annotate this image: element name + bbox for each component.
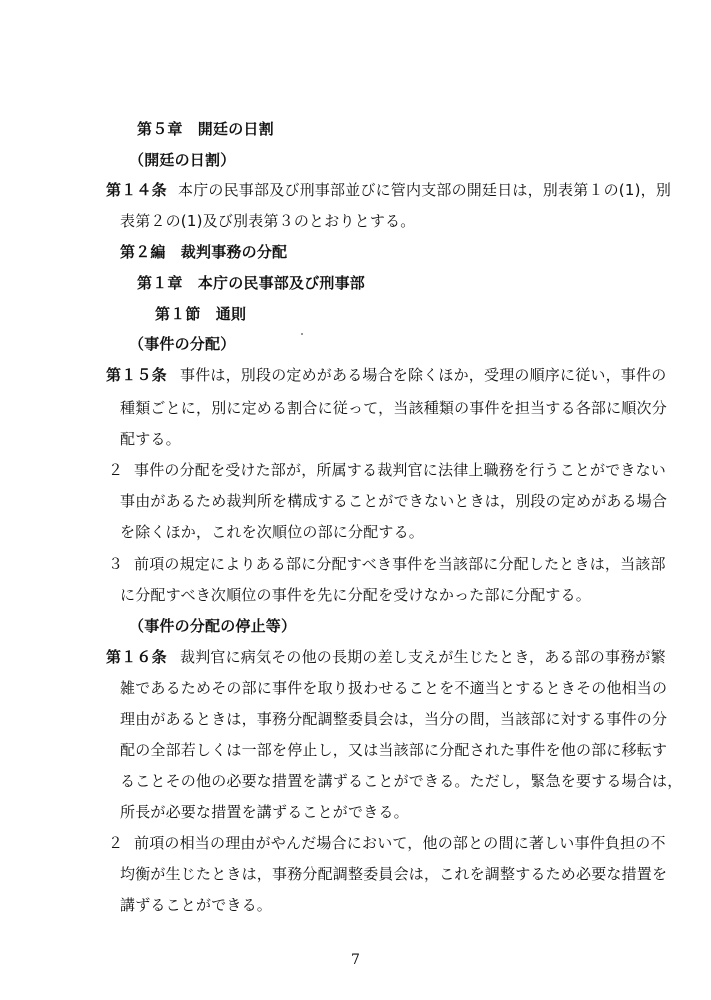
article-text-line: を除くほか，これを次順位の部に分配する。	[120, 523, 425, 541]
article-caption: （開廷の日割）	[129, 151, 236, 169]
article-label: 第１５条	[106, 366, 167, 384]
article-text-line: ることその他の必要な措置を講ずることができる。ただし，緊急を要する場合は，	[120, 772, 683, 790]
article-text-line: 前項の相当の理由がやんだ場合において，他の部との間に著しい事件負担の不	[134, 834, 666, 852]
article-text-line: 配する。	[120, 430, 181, 448]
article-text-line: 事由があるため裁判所を構成することができないときは，別段の定めがある場合	[120, 492, 668, 510]
paragraph-number: ３	[108, 555, 124, 573]
article-text-line: 種類ごとに，別に定める割合に従って，当該種類の事件を担当する各部に順次分	[120, 399, 667, 417]
article-text-line: 理由があるときは，事務分配調整委員会は，当分の間，当該部に対する事件の分	[120, 710, 668, 728]
scan-speck	[301, 333, 303, 335]
article-caption: （事件の分配の停止等）	[129, 617, 297, 635]
article-label: 第１４条	[106, 181, 167, 199]
page-number: 7	[351, 952, 360, 968]
article-text-line: 裁判官に病気その他の長期の差し支えが生じたとき，ある部の事務が繁	[180, 648, 666, 666]
paragraph-number: ２	[108, 834, 124, 852]
article-text-line: 表第２の(1)及び別表第３のとおりとする。	[120, 212, 416, 230]
article-text-line: 本庁の民事部及び刑事部並びに管内支部の開廷日は，別表第１の(1)，別	[178, 181, 672, 199]
article-caption: （事件の分配）	[129, 335, 236, 353]
chapter-heading: 第１章 本庁の民事部及び刑事部	[137, 274, 366, 292]
article-text-line: 事件は，別段の定めがある場合を除くほか，受理の順序に従い，事件の	[180, 366, 667, 384]
paragraph-number: ２	[108, 461, 124, 479]
article-text-line: 所長が必要な措置を講ずることができる。	[120, 803, 409, 821]
article-text-line: 雑であるためその部に事件を取り扱わせることを不適当とするときその他相当の	[120, 679, 668, 697]
article-label: 第１６条	[106, 648, 167, 666]
article-text-line: 均衡が生じたときは，事務分配調整委員会は，これを調整するため必要な措置を	[120, 865, 668, 883]
article-text-line: 配の全部若しくは一部を停止し，又は当該部に分配された事件を他の部に移転す	[120, 741, 668, 759]
article-text-line: 前項の規定によりある部に分配すべき事件を当該部に分配したときは，当該部	[134, 555, 666, 573]
article-text-line: に分配すべき次順位の事件を先に分配を受けなかった部に分配する。	[120, 586, 591, 604]
section-heading: 第１節 通則	[155, 305, 247, 323]
part-heading: 第２編 裁判事務の分配	[120, 243, 288, 261]
article-text-line: 講ずることができる。	[120, 896, 273, 914]
chapter-heading: 第５章 開廷の日割	[137, 120, 274, 138]
article-text-line: 事件の分配を受けた部が，所属する裁判官に法律上職務を行うことができない	[134, 461, 667, 479]
